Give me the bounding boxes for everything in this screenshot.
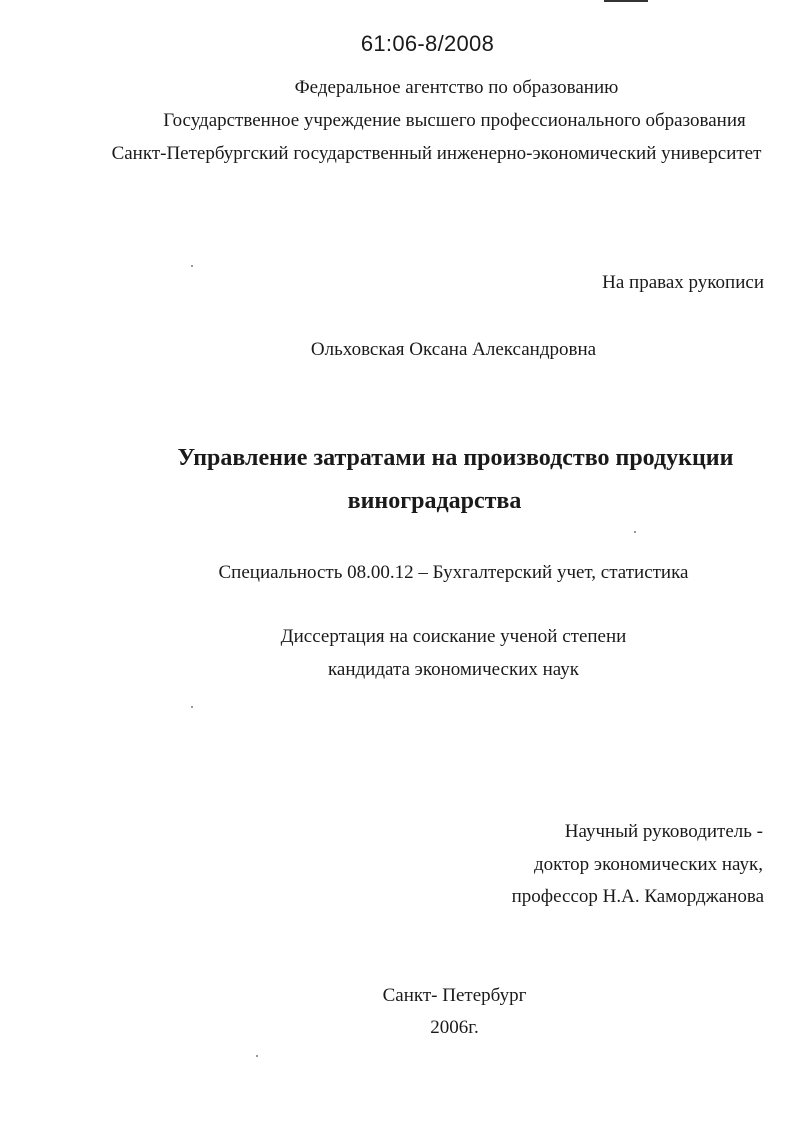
author-name: Ольховская Оксана Александровна: [310, 339, 597, 360]
specialty: Специальность 08.00.12 – Бухгалтерский учет, статистика: [218, 562, 689, 583]
year: 2006г.: [430, 1017, 479, 1038]
supervisor-line-3: профессор Н.А. Каморджанова: [511, 886, 764, 907]
scan-dot: [191, 706, 193, 708]
institution-name: Государственное учреждение высшего профессионального образования: [163, 110, 746, 131]
registry-stamp: 61:06-8/2008: [360, 31, 495, 56]
scan-mark-top: [604, 0, 648, 2]
supervisor-line-2: доктор экономических наук,: [533, 854, 763, 875]
city: Санкт- Петербург: [382, 985, 527, 1006]
manuscript-note: На правах рукописи: [602, 272, 764, 293]
thesis-title-line-1: Управление затратами на производство продукции: [177, 445, 734, 471]
scan-dot: [256, 1055, 258, 1057]
scan-dot: [191, 265, 193, 267]
university-name: Санкт-Петербургский государственный инженерно-экономический университет: [111, 143, 762, 164]
thesis-title-line-2: виноградарства: [347, 488, 522, 514]
degree-line-2: кандидата экономических наук: [327, 659, 580, 680]
scan-dot: [634, 531, 636, 533]
agency-name: Федеральное агентство по образованию: [294, 77, 619, 98]
degree-line-1: Диссертация на соискание ученой степени: [280, 626, 627, 647]
supervisor-line-1: Научный руководитель -: [564, 821, 763, 842]
